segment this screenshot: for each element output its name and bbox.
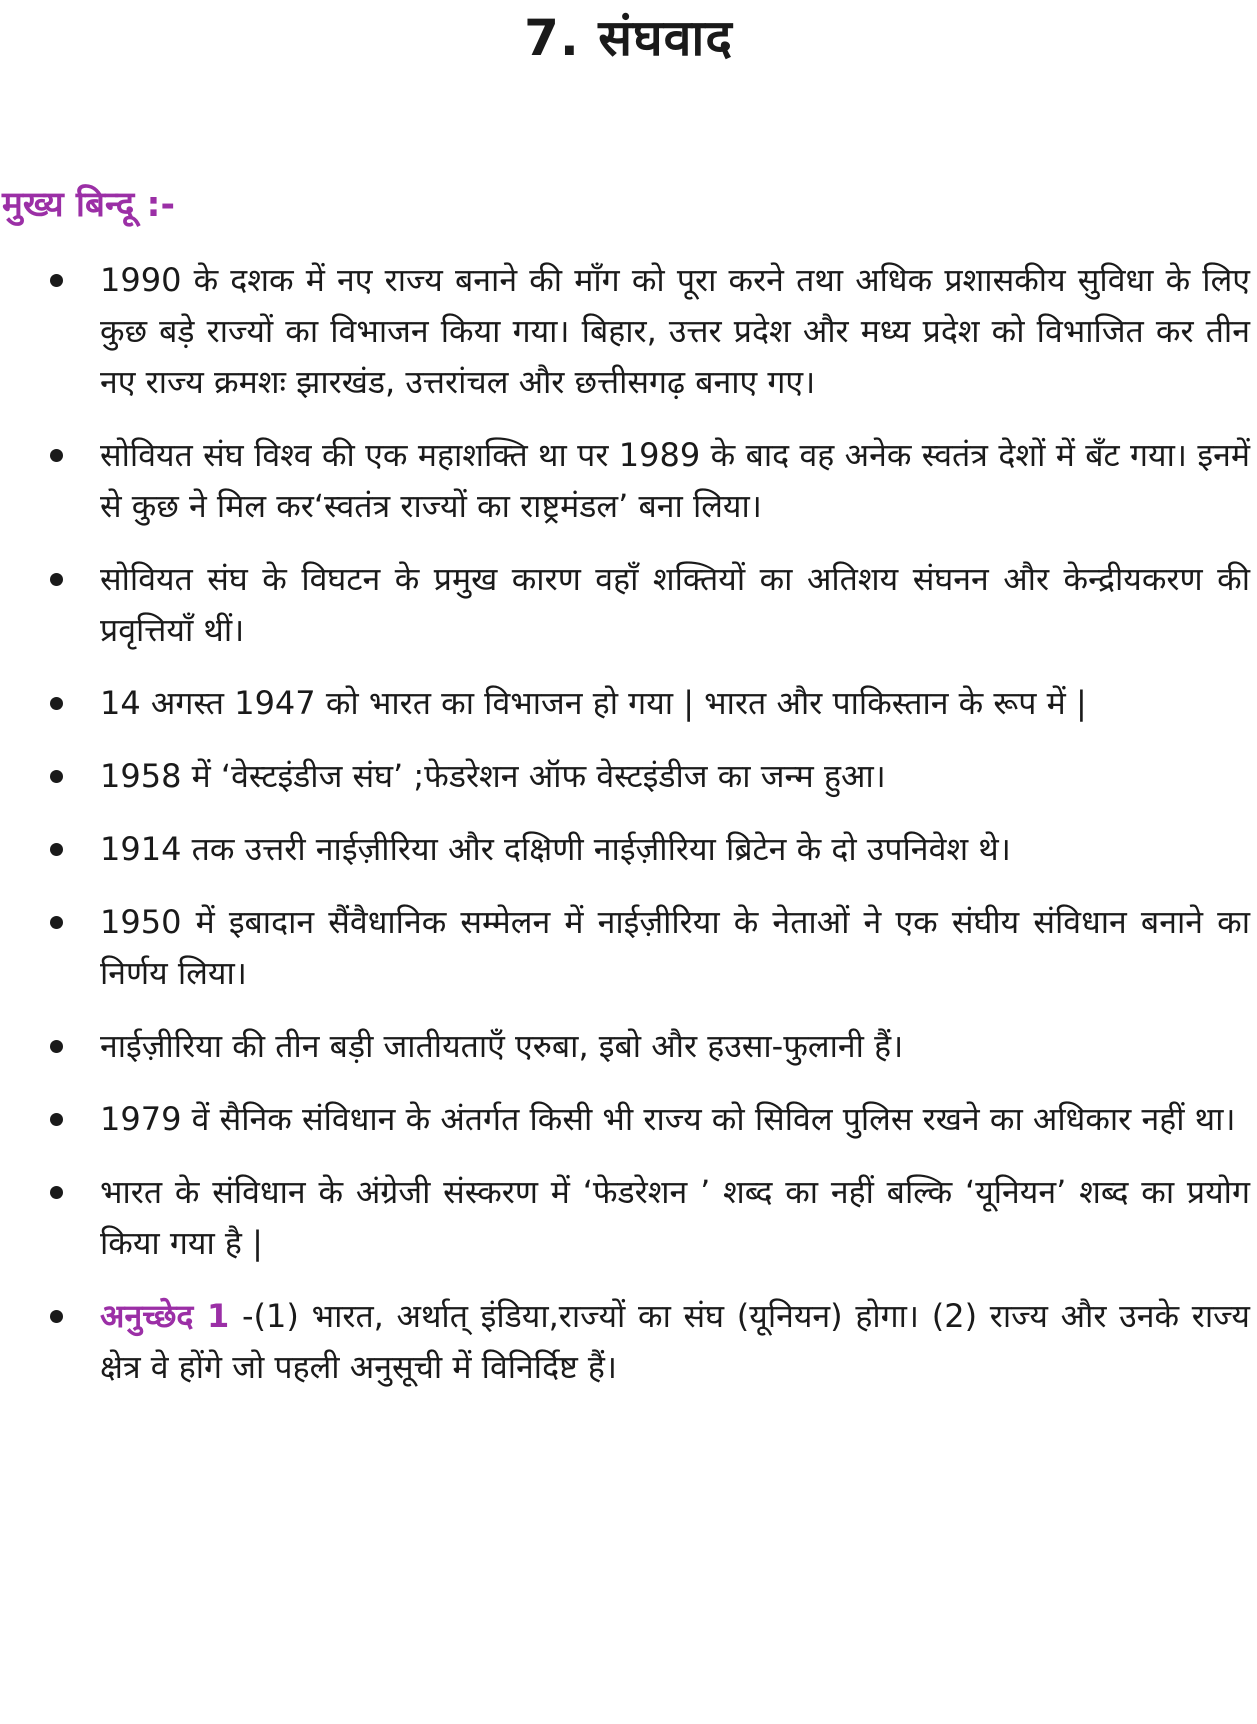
list-item <box>50 897 1250 999</box>
list-item <box>50 678 1250 729</box>
bullet-icon <box>50 697 63 710</box>
list-item <box>50 1167 1250 1269</box>
bullet-icon <box>50 1186 63 1199</box>
bullet-icon <box>50 1113 63 1126</box>
article-label: अनुच्छेद 1 <box>100 1297 230 1335</box>
point-text: 1958 में ‘वेस्टइंडीज संघ’ ;फेडरेशन ऑफ वेस्टइंडीज का जन्म हुआ। <box>100 757 886 795</box>
article-text: -(1) भारत, अर्थात् इंडिया,राज्यों का संघ (यूनियन) होगा। (2) राज्य और उनके राज्य क्षेत्र वे होंगे जो पहली अनुसूची में विनिर्दिष्ट हैं। <box>100 1297 1250 1386</box>
point-text: 1990 के दशक में नए राज्य बनाने की माँग को पूरा करने तथा अधिक प्रशासकीय सुविधा के लिए कुछ बड़े राज्यों का विभाजन किया गया। बिहार, उत्तर प्रदेश और मध्य प्रदेश को विभाजित कर तीन नए राज्य क्रमशः झारखंड, उत्तरांचल और छत्तीसगढ़ बनाए गए। <box>100 261 1250 401</box>
list-item <box>50 824 1250 875</box>
bullet-icon <box>50 843 63 856</box>
list-item <box>50 1094 1250 1145</box>
point-text: सोवियत संघ विश्व की एक महाशक्ति था पर 1989 के बाद वह अनेक स्वतंत्र देशों में बँट गया। इनमें से कुछ ने मिल कर‘स्वतंत्र राज्यों का राष्ट्रमंडल’ बना लिया। <box>100 436 1250 525</box>
point-text: 1950 में इबादान सैंवैधानिक सम्मेलन में नाईज़ीरिया के नेताओं ने एक संघीय संविधान बनाने का निर्णय लिया। <box>100 903 1250 992</box>
list-item <box>50 554 1250 656</box>
point-text: 1914 तक उत्तरी नाईज़ीरिया और दक्षिणी नाईज़ीरिया ब्रिटेन के दो उपनिवेश थे। <box>100 830 1011 868</box>
article-1-item <box>50 1291 1250 1393</box>
bullet-icon <box>50 770 63 783</box>
point-text: सोवियत संघ के विघटन के प्रमुख कारण वहाँ शक्तियों का अतिशय संघनन और केन्द्रीयकरण की प्रवृत्तियाँ थीं। <box>100 560 1250 649</box>
bullet-icon <box>50 1040 63 1053</box>
bullet-icon <box>50 573 63 586</box>
bullet-icon <box>50 274 63 287</box>
key-points-list <box>50 255 1250 1415</box>
bullet-icon <box>50 916 63 929</box>
list-item <box>50 751 1250 802</box>
bullet-icon <box>50 1310 63 1323</box>
point-text: नाईज़ीरिया की तीन बड़ी जातीयताएँ एरुबा, इबो और हउसा-फुलानी हैं। <box>100 1027 904 1065</box>
section-heading: मुख्य बिन्दू :- <box>2 185 176 225</box>
list-item <box>50 1021 1250 1072</box>
chapter-title: 7. संघवाद <box>524 9 733 67</box>
point-text: भारत के संविधान के अंग्रेजी संस्करण में ‘फेडरेशन ’ शब्द का नहीं बल्कि ‘यूनियन’ शब्द का प्रयोग किया गया है | <box>100 1173 1250 1262</box>
point-text: 14 अगस्त 1947 को भारत का विभाजन हो गया | भारत और पाकिस्तान के रूप में | <box>100 684 1087 722</box>
list-item <box>50 255 1250 408</box>
list-item <box>50 430 1250 532</box>
bullet-icon <box>50 449 63 462</box>
point-text: 1979 वें सैनिक संविधान के अंतर्गत किसी भी राज्य को सिविल पुलिस रखने का अधिकार नहीं था। <box>100 1100 1236 1138</box>
